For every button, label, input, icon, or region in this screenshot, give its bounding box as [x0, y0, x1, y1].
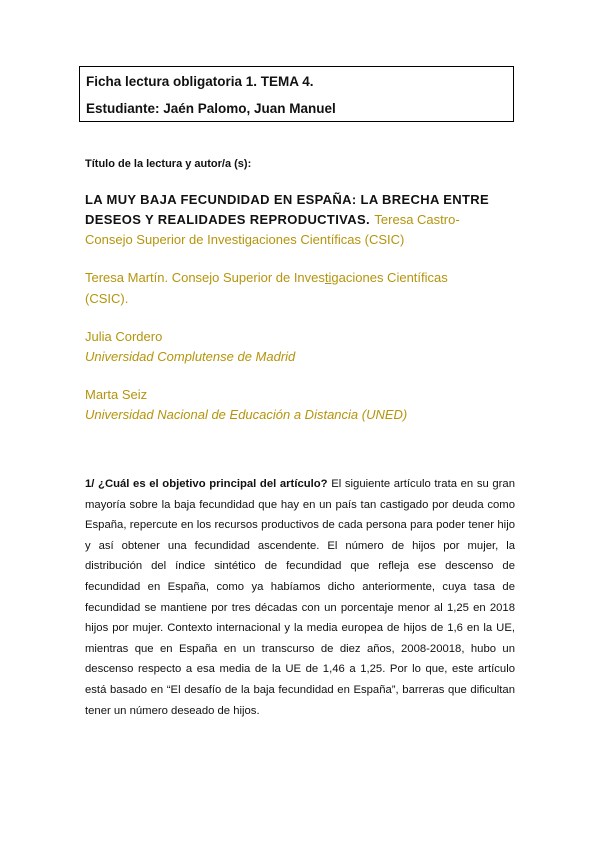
- header-box: [79, 66, 514, 122]
- reading-label: Título de la lectura y autor/a (s):: [85, 158, 252, 170]
- student-name: Estudiante: Jaén Palomo, Juan Manuel: [86, 101, 336, 116]
- author-1-name: Teresa Castro-: [374, 212, 460, 227]
- author-4-affiliation: Universidad Nacional de Educación a Distancia (UNED): [85, 407, 408, 422]
- author-4-name: Marta Seiz: [85, 387, 148, 402]
- reading-title-line2: DESEOS Y REALIDADES REPRODUCTIVAS.: [85, 212, 370, 227]
- author-3-affiliation: Universidad Complutense de Madrid: [85, 349, 296, 364]
- question-1-heading: 1/ ¿Cuál es el objetivo principal del artículo?: [85, 478, 328, 490]
- document-title: Ficha lectura obligatoria 1. TEMA 4.: [86, 74, 314, 89]
- reading-title-line2-row: [85, 211, 460, 229]
- reading-title-line1: LA MUY BAJA FECUNDIDAD EN ESPAÑA: LA BRECHA ENTRE: [85, 192, 490, 207]
- author-1-affiliation: Consejo Superior de Investigaciones Científicas (CSIC): [85, 232, 405, 247]
- author-2-name: Teresa Martín. Consejo Superior de Investigaciones Científicas: [85, 270, 448, 285]
- question-1-answer: El siguiente artículo trata en su gran mayoría sobre la baja fecundidad que hay en un país tan castigado por deuda como España, repercute en los recursos productivos de cada persona para poder tener hijo y así obtener una fecundidad ascendente. El número de hijos por mujer, la distribución del índice sintético de fecundidad que refleja ese descenso de fecundidad en España, como ya habíamos dicho anteriormente, cuya tasa de fecundidad se mantiene por tres décadas con un porcentaje menor al 1,25 en 2018 hijos por mujer. Contexto internacional y la media europea de hijos de 1,6 en la UE, mientras que en España en un transcurso de diez años, 2008-20018, hubo un descenso respecto a esa media de la UE de 1,46 a 1,25. Por lo que, este artículo está basado en “El desafío de la baja fecundidad en España”, barreras que dificultan tener un número deseado de hijos.: [85, 478, 516, 717]
- question-1-paragraph: [85, 474, 515, 721]
- author-2-affiliation: (CSIC).: [85, 291, 129, 306]
- author-3-name: Julia Cordero: [85, 329, 163, 344]
